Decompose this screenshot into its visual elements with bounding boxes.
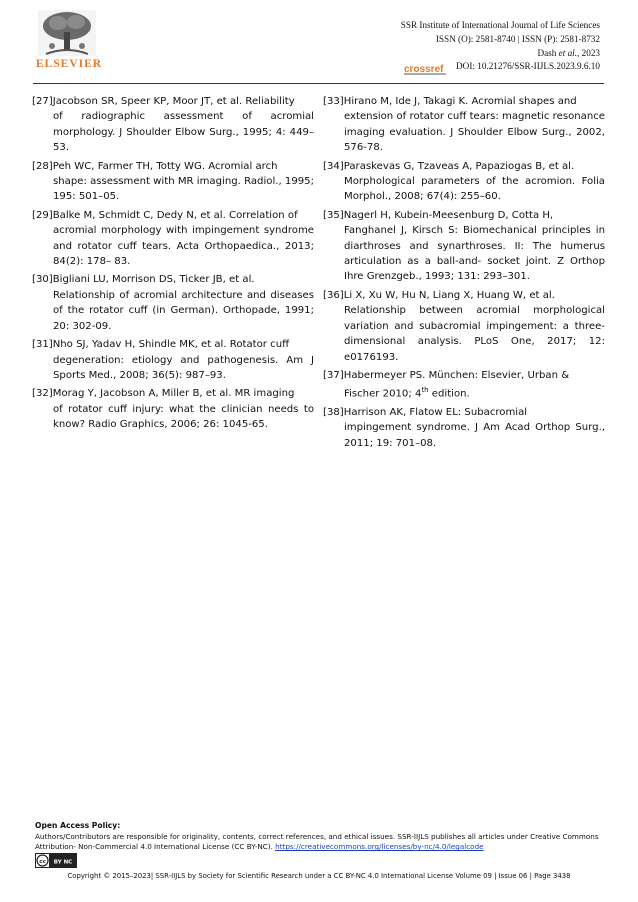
reference-number: [29] [32,209,53,221]
reference-continuation [323,383,569,402]
reference-number: [37] [323,369,344,381]
cc-badge-text: BY NC [53,859,73,866]
reference-first-line: Nagerl H, Kubein-Meesenburg D, Cotta H, [343,209,554,221]
journal-name: SSR Institute of International Journal of Life Sciences [400,20,600,30]
author-year: , 2023 [577,48,600,58]
open-access-policy [35,821,605,853]
crossref-label: crossref [404,64,444,75]
copyright-line: Copyright © 2015–2023| SSR-IIJLS by Society for Scientific Research under a CC BY-NC 4.0 International License Volume 09 | Issue 06 | Page 3438 [67,872,571,880]
reference-continuation: degeneration: etiology and pathogenesis. Am J Sports Med., 2008; 36(5): 987–93. [53,354,314,381]
reference-continuation: Relationship between acromial morphological variation and subacromial impingement: a three-dimensional analysis. PLoS One, 2017; 12: e0176193. [344,305,605,363]
doi-row [402,56,600,76]
superscript-ordinal: th [421,386,429,395]
reference-item [32,208,314,270]
reference-number: [33] [323,96,344,107]
reference-first-line: Balke M, Schmidt C, Dedy N, et al. Correlation of [52,209,298,221]
reference-number: [36] [323,289,344,301]
issn-line: ISSN (O): 2581-8740 | ISSN (P): 2581-8732 [435,34,600,44]
references-right-column [323,94,605,454]
reference-continuation: extension of rotator cuff tears: magnetic resonance imaging evaluation. J Shoulder Elbow Surg., 2002, 576-78. [344,111,605,154]
reference-item [32,337,314,383]
reference-item [323,94,605,156]
reference-continuation: acromial morphology with impingement syndrome and rotator cuff tears. Acta Orthopaedica., 2013; 84(2): 178– 83. [53,225,314,268]
references-left-column [32,94,314,436]
reference-continuation: Fanghanel J, Kirsch S: Biomechanical principles in diarthroses and synarthroses. II: The humerus articulation as a ball-and- socket joint. Z Orthop Ihre Grenzgeb., 1993; 131: 293–301. [344,225,605,283]
reference-item [323,405,605,451]
author-name: Dash [537,48,559,58]
journal-info [401,18,600,60]
policy-title: Open Access Policy: [35,821,121,830]
reference-item [32,272,314,334]
header-divider [33,83,604,84]
svg-text:cc: cc [39,859,46,865]
reference-number: [30] [32,274,53,286]
reference-item [32,159,314,205]
reference-first-line: Habermeyer PS. München: Elsevier, Urban & [343,369,570,381]
reference-item [323,288,605,365]
reference-continuation-end: edition. [428,388,470,400]
reference-first-line: Bigliani LU, Morrison DS, Ticker JB, et al. [52,274,255,286]
reference-continuation: impingement syndrome. J Am Acad Orthop Surg., 2011; 19: 701–08. [344,422,605,449]
reference-continuation: of rotator cuff injury: what the clinician needs to know? Radio Graphics, 2006; 26: 1045-65. [53,403,314,431]
publisher-logo-text: ELSEVIER [35,58,103,70]
reference-first-line: Peh WC, Farmer TH, Totty WG. Acromial arch [52,160,278,172]
elsevier-tree-logo-icon [38,10,96,56]
reference-continuation: Relationship of acromial architecture and diseases of the rotator cuff (in German). Orthopade, 1991; 20: 302-09. [53,289,314,332]
reference-item [323,159,605,205]
reference-number: [28] [32,160,53,172]
reference-item [32,94,314,156]
reference-first-line: Paraskevas G, Tzaveas A, Papaziogas B, et al. [343,160,575,172]
reference-item [323,368,605,402]
reference-continuation: Morphological parameters of the acromion. Folia Morphol., 2008; 67(4): 255–60. [344,176,605,203]
reference-number: [34] [323,160,344,172]
reference-continuation: of radiographic assessment of acromial morphology. J Shoulder Elbow Surg., 1995; 4: 449–53. [53,111,314,154]
page-header [0,0,638,84]
author-etal: et al. [558,48,578,58]
policy-body [35,832,605,853]
reference-first-line: Li X, Xu W, Hu N, Liang X, Huang W, et al. [343,289,555,301]
cc-by-nc-license-icon[interactable] [35,853,77,868]
reference-number: [32] [32,388,53,400]
reference-item [32,386,314,432]
crossref-logo-icon [402,56,450,76]
reference-number: [35] [323,209,344,221]
reference-first-line: Jacobson SR, Speer KP, Moor JT, et al. Reliability [52,96,295,107]
reference-number: [27] [32,96,53,107]
reference-first-line: Harrison AK, Flatow EL: Subacromial [343,407,528,419]
policy-text: Authors/Contributors are responsible for originality, contents, correct references, and ethical issues. SSR-IIJLS publishes all articles under Creative Commons Attribution- Non-Commercial 4.0 International License (CC BY-NC). [35,831,599,851]
reference-first-line: Morag Y, Jacobson A, Miller B, et al. MR imaging [52,388,295,400]
license-link[interactable]: https://creativecommons.org/licenses/by-nc/4.0/legalcode [275,842,484,851]
reference-first-line: Nho SJ, Yadav H, Shindle MK, et al. Rotator cuff [52,339,290,351]
doi-text[interactable]: DOI: 10.21276/SSR-IIJLS.2023.9.6.10 [456,61,600,71]
reference-number: [31] [32,339,53,351]
reference-first-line: Hirano M, Ide J, Takagi K. Acromial shapes and [343,96,577,107]
reference-continuation: shape: assessment with MR imaging. Radiol., 1995; 195: 501–05. [53,176,314,203]
reference-item [323,208,605,285]
reference-number: [38] [323,407,344,419]
reference-continuation-text: Fischer 2010; 4 [344,388,422,400]
